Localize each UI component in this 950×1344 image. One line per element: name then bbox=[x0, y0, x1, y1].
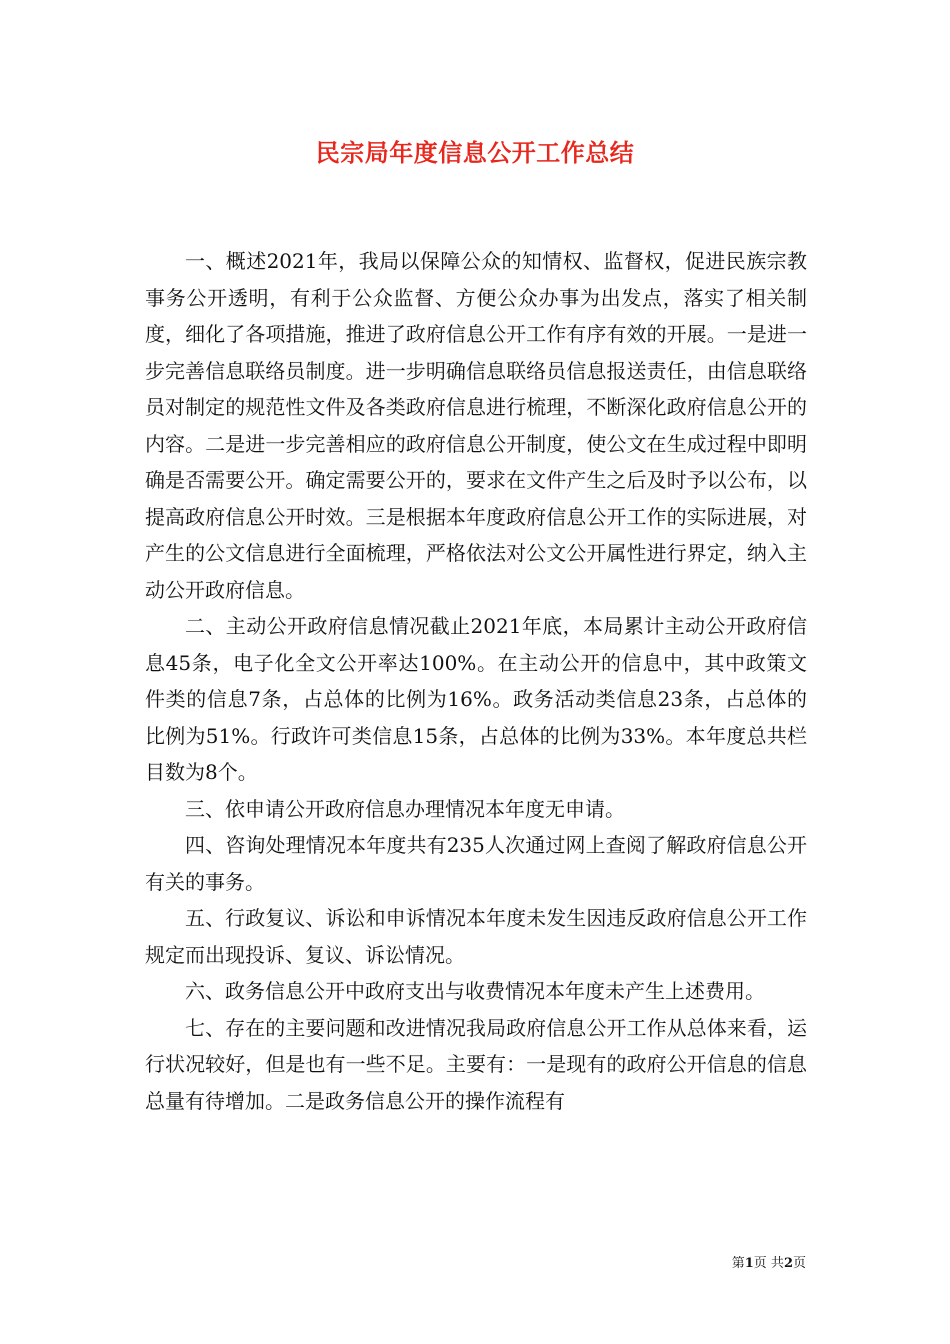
document-title: 民宗局年度信息公开工作总结 bbox=[315, 138, 635, 167]
total-page-number: 2 bbox=[783, 1256, 793, 1271]
footer-suffix: 页 bbox=[792, 1256, 806, 1271]
page-number-footer bbox=[732, 1252, 806, 1271]
paragraph-proactive-disclosure: 二、主动公开政府信息情况截止2021年底，本局累计主动公开政府信息45条，电子化全文公开率达100%。在主动公开的信息中，其中政策文件类的信息7条，占总体的比例为16%。政务活动类信息23条，占总体的比例为51%。行政许可类信息15条，占总体的比例为33%。本年度总共栏目数为8个。 bbox=[145, 614, 807, 784]
document-body bbox=[145, 243, 807, 1119]
paragraph-consultation: 四、咨询处理情况本年度共有235人次通过网上查阅了解政府信息公开有关的事务。 bbox=[145, 833, 807, 894]
paragraph-review-litigation: 五、行政复议、诉讼和申诉情况本年度未发生因违反政府信息公开工作规定而出现投诉、复议、诉讼情况。 bbox=[145, 906, 807, 967]
footer-prefix: 第 bbox=[731, 1256, 745, 1271]
paragraph-overview: 一、概述2021年，我局以保障公众的知情权、监督权，促进民族宗教事务公开透明，有利于公众监督、方便公众办事为出发点，落实了相关制度，细化了各项措施，推进了政府信息公开工作有序有效的开展。一是进一步完善信息联络员制度。进一步明确信息联络员信息报送责任，由信息联络员对制定的规范性文件及各类政府信息进行梳理，不断深化政府信息公开的内容。二是进一步完善相应的政府信息公开制度，使公文在生成过程中即明确是否需要公开。确定需要公开的，要求在文件产生之后及时予以公布，以提高政府信息公开时效。三是根据本年度政府信息公开工作的实际进展，对产生的公文信息进行全面梳理，严格依法对公文公开属性进行界定，纳入主动公开政府信息。 bbox=[145, 249, 807, 602]
paragraph-problems: 七、存在的主要问题和改进情况我局政府信息公开工作从总体来看，运行状况较好，但是也有一些不足。主要有：一是现有的政府公开信息的信息总量有待增加。二是政务信息公开的操作流程有 bbox=[145, 1015, 807, 1113]
paragraph-application-disclosure: 三、依申请公开政府信息办理情况本年度无申请。 bbox=[185, 796, 625, 821]
paragraph-fees: 六、政务信息公开中政府支出与收费情况本年度未产生上述费用。 bbox=[185, 979, 765, 1003]
footer-middle: 页 共 bbox=[753, 1256, 784, 1271]
current-page-number: 1 bbox=[744, 1256, 754, 1271]
